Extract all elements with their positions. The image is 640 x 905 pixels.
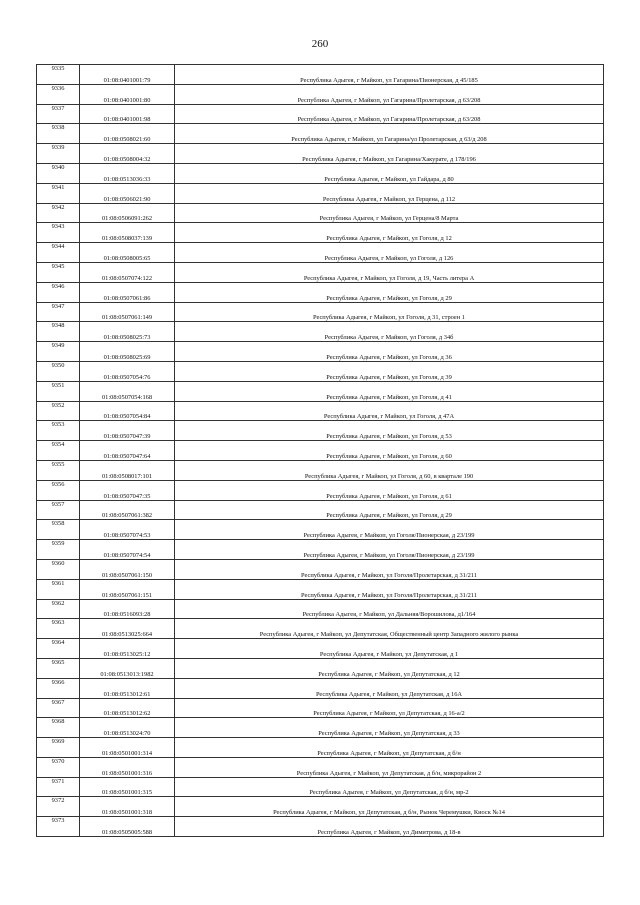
table-row (37, 777, 604, 797)
address-cell: Республика Адыгея, г Майкоп, ул Гоголя/Пролетарская, д 31/211 (175, 579, 604, 599)
row-number-cell: 9368 (37, 718, 80, 738)
row-number-cell: 9365 (37, 658, 80, 678)
table-row (37, 698, 604, 718)
cadastral-number-cell: 01:08:0401001:98 (80, 104, 175, 124)
row-number-cell: 9361 (37, 579, 80, 599)
address-cell: Республика Адыгея, г Майкоп, ул Гагарина/Пионерская, д 45/185 (175, 65, 604, 85)
cadastral-number-cell: 01:08:0507047:64 (80, 441, 175, 461)
address-cell: Республика Адыгея, г Майкоп, ул Дальняя/Ворошилова, д1/164 (175, 599, 604, 619)
row-number-cell: 9349 (37, 342, 80, 362)
cadastral-number-cell: 01:08:0501001:318 (80, 797, 175, 817)
cadastral-number-cell: 01:08:0507054:168 (80, 381, 175, 401)
row-number-cell: 9343 (37, 223, 80, 243)
cadastral-number-cell: 01:08:0506091:262 (80, 203, 175, 223)
row-number-cell: 9362 (37, 599, 80, 619)
cadastral-number-cell: 01:08:0508025:73 (80, 322, 175, 342)
table-row (37, 223, 604, 243)
address-cell: Республика Адыгея, г Майкоп, ул Гоголя, д 29 (175, 500, 604, 520)
address-cell: Республика Адыгея, г Майкоп, ул Гоголя, д 47А (175, 401, 604, 421)
table-row (37, 599, 604, 619)
cadastral-number-cell: 01:08:0506021:90 (80, 183, 175, 203)
address-cell: Республика Адыгея, г Майкоп, ул Димитрова, д 18-в (175, 817, 604, 837)
cadastral-number-cell: 01:08:0401001:79 (80, 65, 175, 85)
table-row (37, 322, 604, 342)
cadastral-number-cell: 01:08:0508017:101 (80, 460, 175, 480)
address-cell: Республика Адыгея, г Майкоп, ул Гоголя, д 60, в квартале 190 (175, 460, 604, 480)
table-row (37, 658, 604, 678)
address-cell: Республика Адыгея, г Майкоп, ул Герцена/8 Марта (175, 203, 604, 223)
table-row (37, 104, 604, 124)
table-row (37, 738, 604, 758)
address-cell: Республика Адыгея, г Майкоп, ул Гоголя, д 61 (175, 480, 604, 500)
address-cell: Республика Адыгея, г Майкоп, ул Депутатская, д б/н, микрорайон 2 (175, 757, 604, 777)
cadastral-number-cell: 01:08:0508005:65 (80, 243, 175, 263)
row-number-cell: 9341 (37, 183, 80, 203)
address-cell: Республика Адыгея, г Майкоп, ул Депутатская, д 33 (175, 718, 604, 738)
address-cell: Республика Адыгея, г Майкоп, ул Гагарина/Хакурате, д 178/196 (175, 144, 604, 164)
row-number-cell: 9337 (37, 104, 80, 124)
cadastral-number-cell: 01:08:0507074:54 (80, 540, 175, 560)
address-cell: Республика Адыгея, г Майкоп, ул Гоголя, д 53 (175, 421, 604, 441)
table-row (37, 797, 604, 817)
row-number-cell: 9369 (37, 738, 80, 758)
cadastral-number-cell: 01:08:0507054:76 (80, 361, 175, 381)
table-row (37, 460, 604, 480)
cadastral-number-cell: 01:08:0507054:84 (80, 401, 175, 421)
row-number-cell: 9359 (37, 540, 80, 560)
address-cell: Республика Адыгея, г Майкоп, ул Депутатская, д б/н (175, 738, 604, 758)
address-cell: Республика Адыгея, г Майкоп, ул Депутатская, д 1 (175, 639, 604, 659)
table-row (37, 243, 604, 263)
table-row (37, 144, 604, 164)
address-cell: Республика Адыгея, г Майкоп, ул Гоголя, д 36 (175, 342, 604, 362)
page-number: 260 (311, 38, 329, 50)
cadastral-number-cell: 01:08:0513012:62 (80, 698, 175, 718)
cadastral-number-cell: 01:08:0513013:1982 (80, 658, 175, 678)
table-row (37, 183, 604, 203)
cadastral-number-cell: 01:08:0501001:315 (80, 777, 175, 797)
table-row (37, 421, 604, 441)
table-row (37, 520, 604, 540)
row-number-cell: 9372 (37, 797, 80, 817)
address-cell: Республика Адыгея, г Майкоп, ул Депутатская, д 12 (175, 658, 604, 678)
address-cell: Республика Адыгея, г Майкоп, ул Гоголя/Пионерская, д 23/199 (175, 520, 604, 540)
table-row (37, 480, 604, 500)
table-row (37, 441, 604, 461)
table-row (37, 302, 604, 322)
address-cell: Республика Адыгея, г Майкоп, ул Гоголя, д 29 (175, 282, 604, 302)
table-row (37, 361, 604, 381)
table-row (37, 718, 604, 738)
row-number-cell: 9358 (37, 520, 80, 540)
row-number-cell: 9371 (37, 777, 80, 797)
table-row (37, 757, 604, 777)
table-row (37, 817, 604, 837)
table-row (37, 342, 604, 362)
row-number-cell: 9338 (37, 124, 80, 144)
cadastral-number-cell: 01:08:0516093:28 (80, 599, 175, 619)
row-number-cell: 9347 (37, 302, 80, 322)
address-cell: Республика Адыгея, г Майкоп, ул Гоголя, д 12 (175, 223, 604, 243)
row-number-cell: 9339 (37, 144, 80, 164)
table-row (37, 124, 604, 144)
cadastral-number-cell: 01:08:0507074:53 (80, 520, 175, 540)
address-cell: Республика Адыгея, г Майкоп, ул Гоголя, д 31, строен 1 (175, 302, 604, 322)
cadastral-number-cell: 01:08:0507061:150 (80, 559, 175, 579)
table-row (37, 540, 604, 560)
cadastral-number-cell: 01:08:0501001:314 (80, 738, 175, 758)
table-row (37, 262, 604, 282)
table-row (37, 203, 604, 223)
address-cell: Республика Адыгея, г Майкоп, ул Гоголя, д 41 (175, 381, 604, 401)
cadastral-number-cell: 01:08:0513025:664 (80, 619, 175, 639)
address-cell: Республика Адыгея, г Майкоп, ул Депутатская, д б/н, мр-2 (175, 777, 604, 797)
address-cell: Республика Адыгея, г Майкоп, ул Депутатская, д б/н, Рынок Черемушки, Киоск №14 (175, 797, 604, 817)
row-number-cell: 9348 (37, 322, 80, 342)
address-cell: Республика Адыгея, г Майкоп, ул Гоголя, д 19, Часть литера А (175, 262, 604, 282)
row-number-cell: 9342 (37, 203, 80, 223)
table-row (37, 65, 604, 85)
row-number-cell: 9335 (37, 65, 80, 85)
property-registry-table (36, 64, 604, 837)
row-number-cell: 9340 (37, 163, 80, 183)
table-row (37, 381, 604, 401)
address-cell: Республика Адыгея, г Майкоп, ул Гоголя, д 39 (175, 361, 604, 381)
row-number-cell: 9336 (37, 84, 80, 104)
address-cell: Республика Адыгея, г Майкоп, ул Гагарина/Пролетарская, д 63/208 (175, 84, 604, 104)
table-row (37, 579, 604, 599)
table-row (37, 84, 604, 104)
cadastral-number-cell: 01:08:0507061:151 (80, 579, 175, 599)
row-number-cell: 9357 (37, 500, 80, 520)
table-row (37, 500, 604, 520)
row-number-cell: 9346 (37, 282, 80, 302)
cadastral-number-cell: 01:08:0507074:122 (80, 262, 175, 282)
table-row (37, 559, 604, 579)
table-row (37, 619, 604, 639)
address-cell: Республика Адыгея, г Майкоп, ул Гоголя/Пролетарская, д 31/211 (175, 559, 604, 579)
cadastral-number-cell: 01:08:0401001:80 (80, 84, 175, 104)
table-row (37, 639, 604, 659)
cadastral-number-cell: 01:08:0508025:69 (80, 342, 175, 362)
cadastral-number-cell: 01:08:0507047:35 (80, 480, 175, 500)
table-row (37, 401, 604, 421)
cadastral-number-cell: 01:08:0513025:12 (80, 639, 175, 659)
address-cell: Республика Адыгея, г Майкоп, ул Гайдара, д 80 (175, 163, 604, 183)
row-number-cell: 9344 (37, 243, 80, 263)
address-cell: Республика Адыгея, г Майкоп, ул Депутатская, д 16-а/2 (175, 698, 604, 718)
row-number-cell: 9351 (37, 381, 80, 401)
address-cell: Республика Адыгея, г Майкоп, ул Гагарина/ул Пролетарская, д 63/д 208 (175, 124, 604, 144)
cadastral-number-cell: 01:08:0501001:316 (80, 757, 175, 777)
row-number-cell: 9345 (37, 262, 80, 282)
address-cell: Республика Адыгея, г Майкоп, ул Гоголя, д 126 (175, 243, 604, 263)
address-cell: Республика Адыгея, г Майкоп, ул Депутатская, д 16А (175, 678, 604, 698)
cadastral-number-cell: 01:08:0507061:382 (80, 500, 175, 520)
row-number-cell: 9367 (37, 698, 80, 718)
address-cell: Республика Адыгея, г Майкоп, ул Гоголя/Пионерская, д 23/199 (175, 540, 604, 560)
table-row (37, 678, 604, 698)
cadastral-number-cell: 01:08:0513036:33 (80, 163, 175, 183)
address-cell: Республика Адыгея, г Майкоп, ул Гоголя, д 34б (175, 322, 604, 342)
cadastral-number-cell: 01:08:0507061:149 (80, 302, 175, 322)
address-cell: Республика Адыгея, г Майкоп, ул Герцена, д 112 (175, 183, 604, 203)
table-row (37, 163, 604, 183)
cadastral-number-cell: 01:08:0507061:86 (80, 282, 175, 302)
cadastral-number-cell: 01:08:0513012:61 (80, 678, 175, 698)
row-number-cell: 9353 (37, 421, 80, 441)
row-number-cell: 9373 (37, 817, 80, 837)
row-number-cell: 9355 (37, 460, 80, 480)
address-cell: Республика Адыгея, г Майкоп, ул Депутатская, Общественный центр Западного жилого рынка (175, 619, 604, 639)
row-number-cell: 9370 (37, 757, 80, 777)
row-number-cell: 9360 (37, 559, 80, 579)
address-cell: Республика Адыгея, г Майкоп, ул Гоголя, д 60 (175, 441, 604, 461)
row-number-cell: 9352 (37, 401, 80, 421)
row-number-cell: 9363 (37, 619, 80, 639)
table-row (37, 282, 604, 302)
row-number-cell: 9366 (37, 678, 80, 698)
cadastral-number-cell: 01:08:0507047:39 (80, 421, 175, 441)
cadastral-number-cell: 01:08:0513024:70 (80, 718, 175, 738)
row-number-cell: 9364 (37, 639, 80, 659)
row-number-cell: 9356 (37, 480, 80, 500)
address-cell: Республика Адыгея, г Майкоп, ул Гагарина/Пролетарская, д 63/208 (175, 104, 604, 124)
cadastral-number-cell: 01:08:0508004:32 (80, 144, 175, 164)
cadastral-number-cell: 01:08:0508037:139 (80, 223, 175, 243)
row-number-cell: 9354 (37, 441, 80, 461)
row-number-cell: 9350 (37, 361, 80, 381)
cadastral-number-cell: 01:08:0505005:588 (80, 817, 175, 837)
cadastral-number-cell: 01:08:0508021:60 (80, 124, 175, 144)
